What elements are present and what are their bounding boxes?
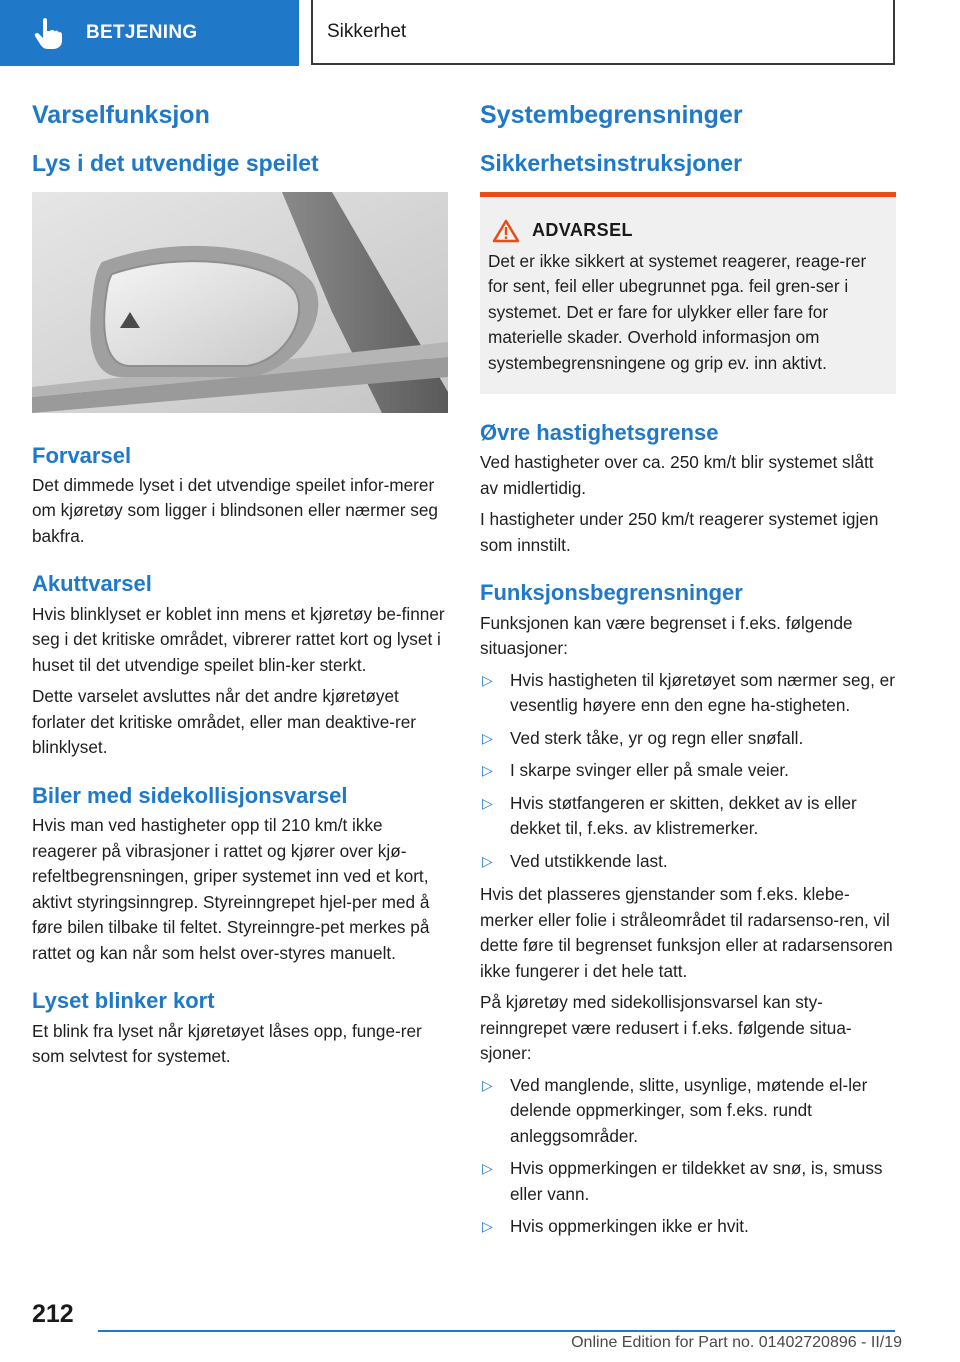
triangle-bullet-icon: ▷ [482,729,493,746]
list-item: ▷ Hvis oppmerkingen ikke er hvit. [480,1214,896,1240]
text-funksjon-radar: Hvis det plasseres gjenstander som f.eks. klebe-merker eller folie i stråleområdet til radarsenso-ren, vil dette føre til begrenset funksjon eller at radarsensoren ikke fungerer i det hele tatt. [480,884,893,981]
text-lyset-blinker: Et blink fra lyset når kjøretøyet låses opp, funge-rer som selvtest for systemet. [32,1020,422,1067]
triangle-bullet-icon: ▷ [482,762,493,779]
triangle-bullet-icon: ▷ [482,852,493,869]
list-item: ▷ Hvis hastigheten til kjøretøyet som nærmer seg, er vesentlig høyere enn den egne ha-stigheten. [482,669,895,716]
heading-ovre-hastighetsgrense: Øvre hastighetsgrense [480,420,719,446]
heading-forvarsel: Forvarsel [32,442,132,468]
steering-limitation-list [480,1073,896,1240]
triangle-bullet-icon: ▷ [482,1160,493,1177]
triangle-bullet-icon: ▷ [482,1076,493,1093]
heading-funksjonsbegrensninger: Funksjonsbegrensninger [480,580,743,606]
text-hastighet-1: Ved hastigheter over ca. 250 km/t blir systemet slått av midlertidig. [480,452,874,498]
text-akuttvarsel-2: Dette varselet avsluttes når det andre kjøretøyet forlater det kritiske området, eller man deaktive-rer blinklyset. [32,686,416,758]
limitation-list [480,668,896,875]
chapter-tab[interactable] [0,0,299,66]
warning-box [480,192,896,395]
text-forvarsel: Det dimmede lyset i det utvendige speilet infor-merer om kjøretøy som ligger i blindsonen eller nærmer seg bakfra. [32,474,438,546]
left-column [32,100,448,1076]
text-akuttvarsel-1: Hvis blinklyset er koblet inn mens et kjøretøy be-finner seg i det kritiske området, vibrerer rattet kort og lyset i huset til det utvendige speilet blin-ker sterkt. [32,603,445,675]
list-item: ▷ I skarpe svinger eller på smale veier. [480,758,896,784]
heading-lys-speilet: Lys i det utvendige speilet [32,150,319,176]
side-mirror-image [32,192,448,413]
section-header-label: Sikkerhet [327,20,407,42]
hand-pointer-icon [26,11,70,55]
triangle-bullet-icon: ▷ [482,794,493,811]
triangle-bullet-icon: ▷ [482,1218,493,1235]
triangle-bullet-icon: ▷ [482,671,493,688]
list-item: ▷ Ved utstikkende last. [480,849,896,875]
section-header [311,0,895,65]
heading-akuttvarsel: Akuttvarsel [32,571,152,597]
chapter-tab-label: BETJENING [86,22,198,43]
heading-lyset-blinker: Lyset blinker kort [32,988,215,1014]
page-number: 212 [32,1300,74,1328]
warning-text: Det er ikke sikkert at systemet reagerer, reage-rer for sent, feil eller ubegrunnet pga. feil gren-ser i systemet. Det er fare for ulykker eller fare for materielle skader. Overhold informasjon om systembegrensningene og grip ev. inn aktivt. [488,250,867,373]
right-column [480,100,896,1248]
warning-title: ADVARSEL [532,220,633,241]
footer-edition: Online Edition for Part no. 01402720896 - II/19 [571,1334,902,1351]
list-item: ▷ Ved sterk tåke, yr og regn eller snøfall. [480,726,896,752]
text-funksjon-intro: Funksjonen kan være begrenset i f.eks. følgende situasjoner: [480,612,853,659]
heading-sikkerhetsinstruksjoner: Sikkerhetsinstruksjoner [480,150,743,176]
warning-triangle-icon [492,219,520,243]
heading-varselfunksjon: Varselfunksjon [32,101,210,129]
heading-systembegrensninger: Systembegrensninger [480,101,743,129]
text-funksjon-styreinngrep: På kjøretøy med sidekollisjonsvarsel kan sty-reinngrepet være redusert i f.eks. følgende situa-sjoner: [480,992,852,1064]
list-item: ▷ Hvis støtfangeren er skitten, dekket av is eller dekket til, f.eks. av klistremerker. [482,792,857,839]
footer-divider [98,1330,895,1332]
list-item: ▷ Ved manglende, slitte, usynlige, møtende el-ler delende oppmerkinger, som f.eks. rundt anleggsområder. [482,1074,868,1146]
heading-biler-sidekollisjon: Biler med sidekollisjonsvarsel [32,782,348,808]
list-item: ▷ Hvis oppmerkingen er tildekket av snø, is, smuss eller vann. [482,1158,883,1204]
mirror-figure [32,192,448,413]
text-biler-sidekollisjon: Hvis man ved hastigheter opp til 210 km/t ikke reagerer på vibrasjoner i rattet og kjører over kjø-refeltbegrensningen, griper systemet inn ved et kort, aktivt styringsinngrep. Styreinngrepet hjel-per med å føre bilen tilbake til feltet. Styreinngre-pet merkes på rattet og kan når som helst over-styres manuelt. [32,815,430,963]
text-hastighet-2: I hastigheter under 250 km/t reagerer systemet igjen som innstilt. [480,509,879,555]
